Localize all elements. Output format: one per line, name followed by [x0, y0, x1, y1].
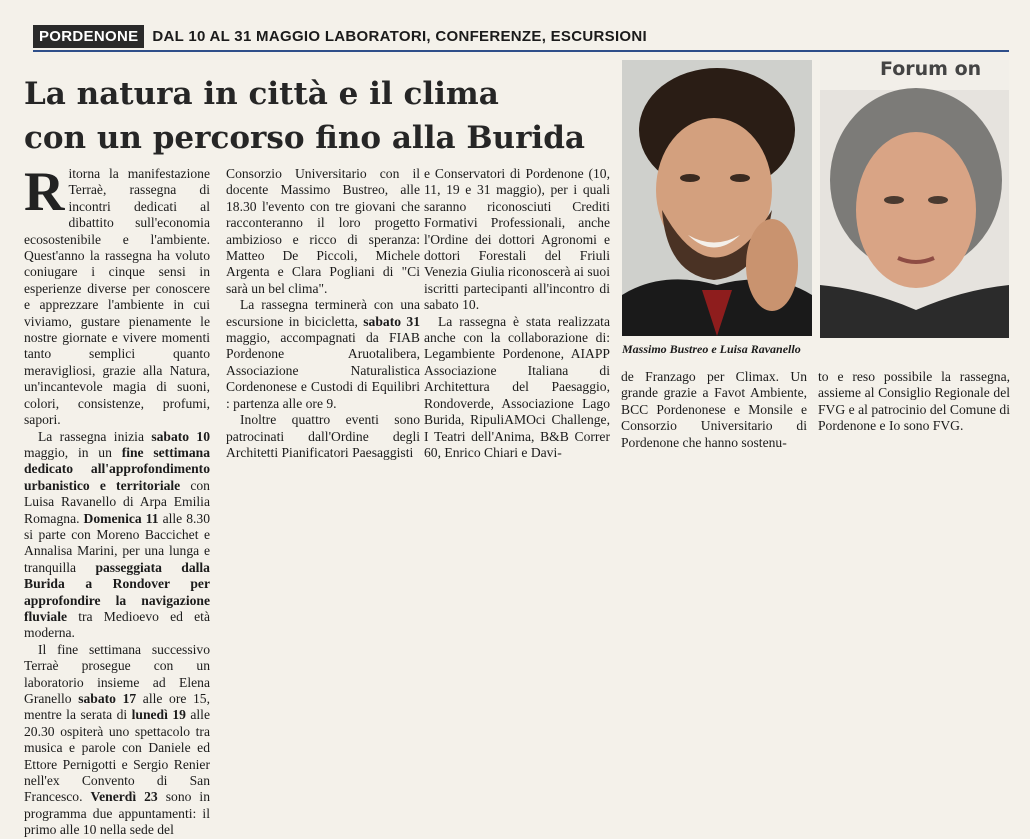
- section-kicker: [33, 22, 1009, 50]
- text-run: tra Medioevo ed età moderna.: [24, 608, 210, 641]
- photo-luisa-ravanello: [820, 60, 1009, 338]
- paragraph-program-week1: [24, 429, 210, 642]
- paragraph-credits: e Conservatori di Pordenone (10, 11, 19 e 31 maggio), per i quali saranno riconosciuti Crediti Formativi Professionali, anche l'Ordine dei dottori Agronomi e dottori Forestali del Friuli Venezia Giulia riconoscerà ai suoi iscritti partecipanti all'incontro di sabato 10.: [424, 166, 610, 313]
- article-headline: [24, 72, 614, 160]
- headline-line-2: con un percorso fino alla Burida: [24, 120, 585, 156]
- bold-run: fine settimana dedicato all'approfondimento urbanistico e territoriale: [24, 444, 210, 493]
- text-run: con Luisa Ravanello di Arpa Emilia Romagna.: [24, 477, 210, 526]
- paragraph-patronage: Inoltre quattro eventi sono patrocinati dall'Ordine degli Architetti Pianificatori Paesaggisti: [226, 412, 420, 460]
- kicker-text: DAL 10 AL 31 MAGGIO LABORATORI, CONFERENZE, ESCURSIONI: [152, 27, 647, 45]
- text-run: La rassegna inizia: [38, 428, 152, 444]
- paragraph-closing-event: [226, 297, 420, 412]
- text-run: maggio, in un: [24, 444, 122, 460]
- paragraph-text: itorna la manifestazione Terraè, rassegna di incontri dedicati al dibattito sull'economia ecosostenibile e l'ambiente. Quest'anno la rassegna ha voluto coniugare i cinque sensi in esperienze diverse per conoscere e apprezzare l'ambiente in cui viviamo, gustare pienamente le nostre giornate e vivere momenti tanto semplici quanto meravigliosi, grazie alla Natura, un'incantevole magia di suoni, colori, consistenze, profumi, sapori.: [24, 166, 210, 428]
- photo-caption: Massimo Bustreo e Luisa Ravanello: [622, 342, 801, 356]
- paragraph-collaboration: La rassegna è stata realizzata anche con la collaborazione di: Legambiente Pordenone, AIAPP Associazione Italiana di Architettura del Paesaggio, Rondoverde, Associazione Lago Burida, RipuliAMOci Challenge, I Teatri dell'Anima, B&B Correr 60, Enrico Chiari e Davi-: [424, 313, 610, 460]
- article-column-1: [24, 161, 211, 839]
- paragraph-thanks: de Franzago per Climax. Un grande grazie a Favot Ambiente, BCC Pordenonese e Monsile e Consorzio Universitario di Pordenone che hanno sostenu-: [621, 369, 807, 450]
- bold-run: passeggiata dalla Burida a Rondover per approfondire la navigazione fluviale: [24, 559, 210, 624]
- portrait-woman-image: [820, 60, 1009, 338]
- drop-cap: R: [24, 161, 65, 223]
- bold-run: Domenica 11: [83, 510, 159, 526]
- bold-run: lunedì 19: [131, 707, 186, 723]
- paragraph-intro: [24, 161, 210, 429]
- text-run: maggio, accompagnati da FIAB Pordenone Aruotalibera, Associazione Naturalistica Cordenonese e Custodi di Equilibri : partenza alle ore 9.: [226, 330, 420, 411]
- paragraph-consorzio: Consorzio Universitario con il docente Massimo Bustreo, alle 18.30 l'evento con tre giovani che racconteranno il loro progetto ambizioso e ricco di speranza: Matteo De Piccoli, Michele Argenta e Clara Pogliani di "Ci sarà un bel clima".: [226, 166, 420, 296]
- photo-massimo-bustreo: [622, 60, 812, 336]
- portrait-man-image: [622, 60, 812, 336]
- bold-run: sabato 10: [151, 428, 210, 444]
- article-column-4: [621, 369, 807, 451]
- article-column-5: [818, 369, 1010, 435]
- article-column-2: [226, 166, 420, 461]
- headline-line-1: La natura in città e il clima: [24, 76, 499, 112]
- bold-run: sabato 31: [363, 313, 420, 329]
- text-run: sono in programma due appuntamenti: il primo alle 10 nella sede del: [24, 789, 211, 838]
- paragraph-program-week2: [24, 642, 210, 839]
- bold-run: sabato 17: [78, 691, 137, 706]
- section-tag: PORDENONE: [33, 25, 144, 48]
- kicker-rule: [33, 50, 1009, 52]
- paragraph-thanks-cont: to e reso possibile la rassegna, assieme al Consiglio Regionale del FVG e al patrocinio del Comune di Pordenone e Io sono FVG.: [818, 369, 1010, 434]
- text-run: Il fine settimana successivo Terraè prosegue con un laboratorio insieme ad Elena Granello: [24, 641, 210, 706]
- bold-run: Venerdì 23: [90, 789, 158, 805]
- text-run: La rassegna terminerà con una escursione in bicicletta,: [226, 297, 420, 329]
- text-run: alle ore 15, mentre la serata di: [24, 691, 210, 723]
- text-run: alle 20.30 ospiterà uno spettacolo tra musica e parole con Daniele ed Ettore Pernigotti e Sergio Renier nell'ex Convento di San Francesco.: [24, 707, 210, 805]
- article-column-3: [424, 166, 610, 461]
- background-sign-text: Forum on: [880, 58, 982, 80]
- text-run: alle 8.30 si parte con Moreno Baccichet e Annalisa Marini, per una lunga e tranquilla: [24, 510, 210, 575]
